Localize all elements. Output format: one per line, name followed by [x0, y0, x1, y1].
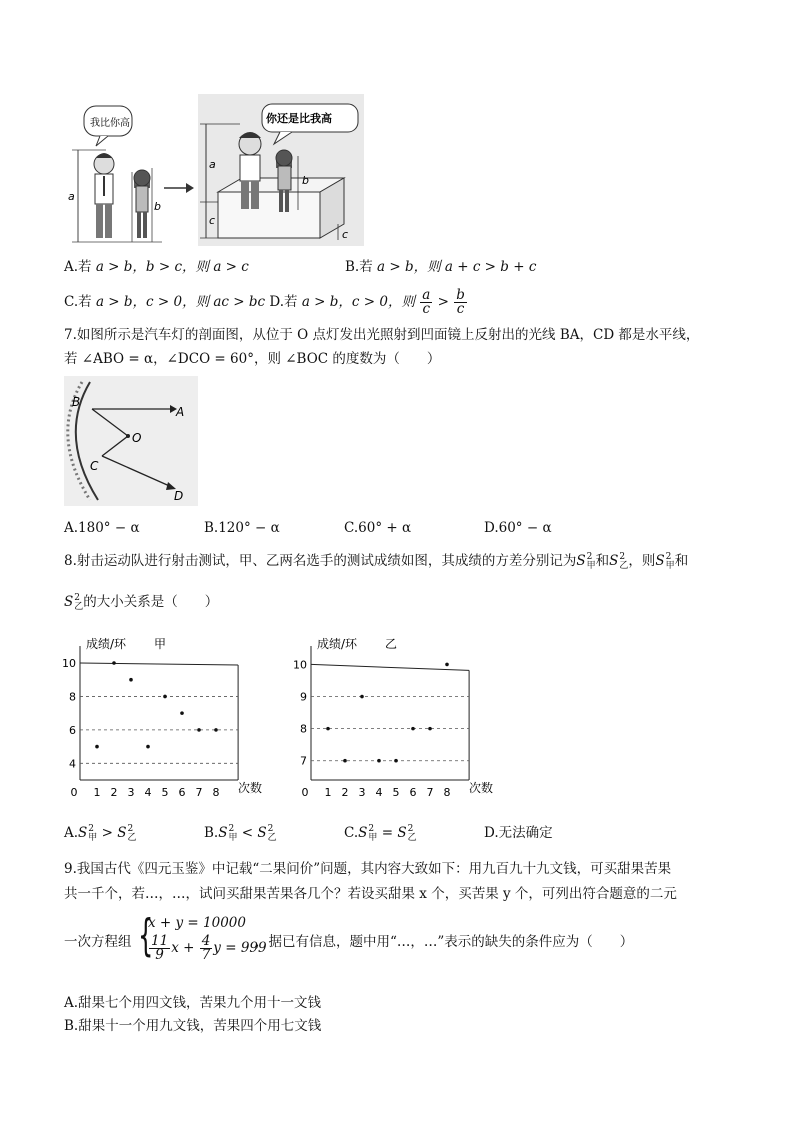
q7-option-a: A.180° − α [64, 520, 140, 536]
q6-option-a-text: a > b，b > c，则 a > c [95, 259, 249, 275]
x-tick-label-0: 0 [70, 786, 78, 799]
data-point-6 [180, 711, 184, 715]
q7-stem-line1: 7.如图所示是汽车灯的剖面图，从位于 O 点灯发出光照射到凹面镜上反射出的光线 BA，CD 都是水平线， [64, 327, 700, 343]
data-point-3 [360, 695, 364, 699]
q6-option-b [345, 257, 536, 277]
data-point-1 [95, 745, 99, 749]
y-tick-label-4: 4 [69, 757, 76, 771]
q7-option-d: D.60° − α [484, 520, 552, 536]
x-tick-label-7: 7 [426, 786, 434, 799]
x-tick-label-3: 3 [127, 786, 135, 799]
data-point-4 [377, 759, 381, 763]
x-tick-label-5: 5 [161, 786, 169, 799]
y-tick-label-7: 7 [300, 754, 307, 768]
height-comparison-illustration [66, 92, 366, 250]
x-tick-label-4: 4 [375, 786, 383, 799]
point-A: A [176, 405, 185, 419]
q9-stem-line3-pre: 一次方程组 [64, 934, 132, 950]
q6-option-b-prefix: B.若 [345, 259, 373, 275]
data-point-2 [112, 661, 116, 665]
q9-option-a: A.甜果七个用四文钱，苦果九个用十一文钱 [64, 995, 322, 1011]
y-tick-label-9: 9 [300, 690, 307, 704]
data-point-7 [197, 728, 201, 732]
q9-stem-line3-post: ，据已有信息，题中用“…，…”表示的缺失的条件应为（ ） [255, 934, 634, 950]
y-tick-label-10: 10 [62, 657, 76, 671]
q6-option-a [64, 257, 249, 277]
bubble-text-1: 我比你高 [90, 118, 130, 129]
data-point-4 [146, 745, 150, 749]
label-b-left: b [154, 200, 161, 213]
x-tick-label-0: 0 [301, 786, 309, 799]
q6-frac-a-over-c: $\frac{a}{c}$ [422, 287, 431, 317]
system-brace: { [138, 910, 154, 961]
x-tick-label-8: 8 [212, 786, 220, 799]
y-tick-label-6: 6 [69, 723, 76, 737]
x-tick-label-2: 2 [110, 786, 118, 799]
q8-stem-text: 8.射击运动队进行射击测试，甲、乙两名选手的测试成绩如图，其成绩的方差分别记为 [64, 553, 577, 569]
x-axis-label: 次数 [238, 781, 262, 795]
q6-option-c-text: a > b，c > 0，则 ac > bc [95, 294, 266, 310]
x-tick-label-2: 2 [341, 786, 349, 799]
q9-option-b: B.甜果十一个用九文钱，苦果四个用七文钱 [64, 1018, 322, 1034]
data-point-7 [428, 727, 432, 731]
data-point-5 [394, 759, 398, 763]
q8-stem-line2: S 2 乙 的大小关系是（ ） [64, 592, 219, 612]
x-tick-label-4: 4 [144, 786, 152, 799]
q8-option-b: B.S 2 甲 < S 2 乙 [204, 823, 277, 843]
point-C: C [90, 459, 99, 473]
data-point-5 [163, 695, 167, 699]
q9-stem-line1: 9.我国古代《四元玉鉴》中记载“二果问价”问题，其内容大致如下：用九百九十九文钱，可买甜果苦果 [64, 861, 672, 877]
top-line [311, 664, 469, 670]
x-axis-label: 次数 [469, 781, 493, 795]
q6-frac-b-over-c: $\frac{b}{c}$ [456, 287, 465, 317]
q7-stem-line2: 若 ∠ABO = α，∠DCO = 60°，则 ∠BOC 的度数为（ ） [64, 351, 441, 367]
point-O: O [132, 431, 142, 445]
x-tick-label-1: 1 [324, 786, 332, 799]
q6-option-d-prefix: D.若 [269, 294, 298, 310]
chart-title: 乙 [385, 637, 398, 651]
data-point-3 [129, 678, 133, 682]
x-tick-label-6: 6 [409, 786, 417, 799]
q7-option-b: B.120° − α [204, 520, 280, 536]
y-tick-label-10: 10 [293, 658, 307, 672]
headlight-reflection-diagram [64, 376, 198, 506]
x-tick-label-6: 6 [178, 786, 186, 799]
q6-gt: > [437, 294, 449, 310]
x-tick-label-7: 7 [195, 786, 203, 799]
y-tick-label-8: 8 [300, 722, 307, 736]
chart-jia-svg [62, 632, 262, 812]
equation-2: $\frac{11}{9}$ x + $\frac{4}{7}$ y = 999 [151, 933, 267, 963]
chart-yi-svg [293, 632, 493, 812]
data-point-8 [214, 728, 218, 732]
label-a-right: a [209, 158, 216, 171]
bubble-text-2: 你还是比我高 [266, 112, 332, 125]
point-B: B [72, 395, 81, 409]
q8-option-c: C.S 2 甲 = S 2 乙 [344, 823, 417, 843]
x-tick-label-8: 8 [443, 786, 451, 799]
data-point-1 [326, 727, 330, 731]
y-axis-label: 成绩/环 [317, 637, 358, 651]
y-tick-label-8: 8 [69, 690, 76, 704]
q8-option-a: A.S 2 甲 > S 2 乙 [64, 823, 137, 843]
q6-option-b-text: a > b，则 a + c > b + c [377, 259, 537, 275]
q7-figure [64, 376, 198, 506]
q9-stem-line2: 共一千个，若…，…，试问买甜果苦果各几个？若设买甜果 x 个，买苦果 y 个，可列出符合题意的二元 [64, 886, 677, 902]
q6-option-c-prefix: C.若 [64, 294, 92, 310]
q8-stem-line1: 8.射击运动队进行射击测试，甲、乙两名选手的测试成绩如图，其成绩的方差分别记为S 2 甲 和S 2 乙 ，则S 2 甲 和 [64, 551, 689, 571]
q6-option-a-prefix: A.若 [64, 259, 92, 275]
chart-title: 甲 [154, 637, 167, 651]
equation-1: x + y = 10000 [148, 915, 246, 931]
y-axis-label: 成绩/环 [86, 637, 127, 651]
q7-option-c: C.60° + α [344, 520, 412, 536]
point-D: D [174, 489, 184, 503]
q8-option-d: D.无法确定 [484, 825, 553, 841]
top-line [80, 663, 238, 665]
chart-yi [293, 632, 493, 816]
label-a-left: a [68, 190, 75, 203]
label-c-box: c [342, 228, 349, 241]
data-point-8 [445, 663, 449, 667]
q6-option-d-text: a > b，c > 0，则 [301, 294, 415, 310]
q6-figure [66, 92, 366, 250]
q6-option-c [64, 289, 468, 316]
x-tick-label-1: 1 [93, 786, 101, 799]
label-b-right: b [302, 174, 309, 187]
label-c-right: c [209, 214, 216, 227]
chart-jia [62, 632, 262, 816]
x-tick-label-3: 3 [358, 786, 366, 799]
data-point-2 [343, 759, 347, 763]
x-tick-label-5: 5 [392, 786, 400, 799]
data-point-6 [411, 727, 415, 731]
